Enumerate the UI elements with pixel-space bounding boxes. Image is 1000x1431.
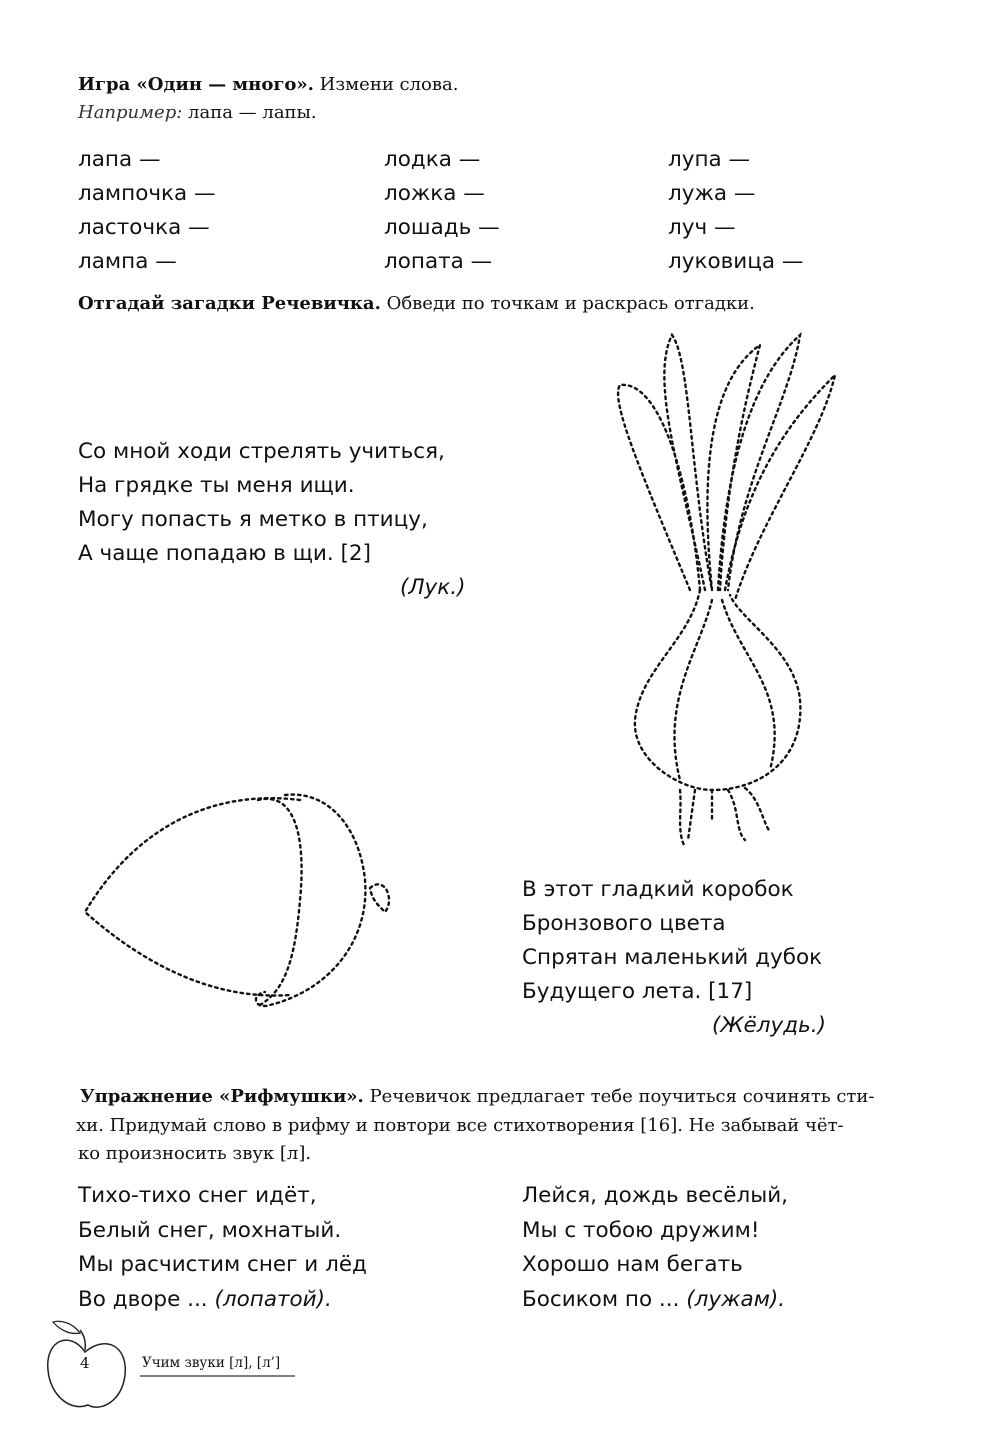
acorn-dotted-drawing: [85, 795, 389, 1006]
onion-dotted-drawing: [618, 335, 835, 845]
word-column-3: лупа — лужа — луч — луковица —: [668, 147, 804, 274]
word-column-1: лапа — лампочка — ласточка — лампа —: [78, 147, 216, 274]
section2-heading: Отгадай загадки Речевичка. Обведи по точкам и раскрась отгадки.: [78, 293, 755, 314]
poem-2-answer: (лужам).: [686, 1286, 786, 1312]
poem-1: Тихо-тихо снег идёт, Белый снег, мохнатый. Мы расчистим снег и лёд Во дворе ... (лопатой).: [78, 1183, 367, 1312]
poem-2: Лейся, дождь весёлый, Мы с тобою дружим! Хорошо нам бегать Босиком по ... (лужам).: [522, 1183, 789, 1312]
section3-paragraph: Упражнение «Рифмушки». Речевичок предлагает тебе поучиться сочинять сти- хи. Придумай слово в рифму и повтори все стихотворения [16]. Не забывай чёт- ко произносить звук [л].: [76, 1086, 875, 1164]
section3-heading: Упражнение «Рифмушки».: [80, 1086, 364, 1107]
riddle-2: В этот гладкий коробок Бронзового цвета Спрятан маленький дубок Будущего лета. [17] (Жёлудь.): [522, 873, 826, 1043]
page-number: 4: [80, 1354, 90, 1372]
example-line: Например: лапа — лапы.: [78, 102, 317, 123]
poem-1-answer: (лопатой).: [214, 1286, 332, 1312]
riddle-2-answer: (Жёлудь.): [712, 1013, 826, 1038]
word-column-2: лодка — ложка — лошадь — лопата —: [384, 147, 500, 274]
running-title: Учим звуки [л], [л’]: [142, 1355, 281, 1371]
section1-heading: Игра «Один — много». Измени слова.: [78, 74, 459, 95]
riddle-1: Со мной ходи стрелять учиться, На грядке ты меня ищи. Могу попасть я метко в птицу, А чаще попадаю в щи. [2] (Лук.): [78, 435, 466, 605]
riddle-1-answer: (Лук.): [400, 575, 466, 600]
